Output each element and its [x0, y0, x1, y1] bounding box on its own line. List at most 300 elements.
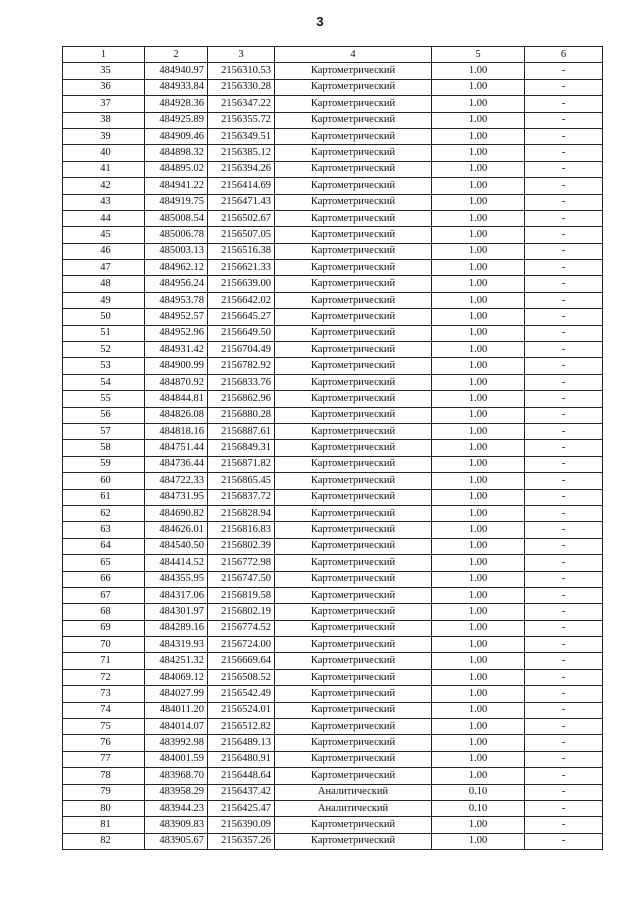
- note-cell: -: [525, 555, 603, 571]
- table-row: [63, 800, 603, 816]
- x-coordinate-cell: 484818.16: [145, 423, 208, 439]
- table-row: [63, 96, 603, 112]
- note-cell: -: [525, 784, 603, 800]
- x-coordinate-cell: 483958.29: [145, 784, 208, 800]
- point-number-cell: 62: [63, 505, 145, 521]
- note-cell: -: [525, 719, 603, 735]
- method-cell: Картометрический: [275, 833, 432, 849]
- method-cell: Картометрический: [275, 145, 432, 161]
- x-coordinate-cell: 484925.89: [145, 112, 208, 128]
- point-number-cell: 50: [63, 309, 145, 325]
- point-number-cell: 64: [63, 538, 145, 554]
- x-coordinate-cell: 484301.97: [145, 604, 208, 620]
- accuracy-cell: 1.00: [432, 358, 525, 374]
- x-coordinate-cell: 484933.84: [145, 79, 208, 95]
- method-cell: Картометрический: [275, 555, 432, 571]
- accuracy-cell: 1.00: [432, 505, 525, 521]
- method-cell: Картометрический: [275, 473, 432, 489]
- point-number-cell: 48: [63, 276, 145, 292]
- note-cell: -: [525, 358, 603, 374]
- note-cell: -: [525, 161, 603, 177]
- x-coordinate-cell: 484001.59: [145, 751, 208, 767]
- method-cell: Картометрический: [275, 227, 432, 243]
- note-cell: -: [525, 178, 603, 194]
- y-coordinate-cell: 2156871.82: [208, 456, 275, 472]
- x-coordinate-cell: 484900.99: [145, 358, 208, 374]
- note-cell: -: [525, 309, 603, 325]
- point-number-cell: 67: [63, 587, 145, 603]
- x-coordinate-cell: 485003.13: [145, 243, 208, 259]
- table-row: [63, 63, 603, 79]
- note-cell: -: [525, 112, 603, 128]
- point-number-cell: 76: [63, 735, 145, 751]
- table-row: [63, 833, 603, 849]
- y-coordinate-cell: 2156772.98: [208, 555, 275, 571]
- x-coordinate-cell: 483968.70: [145, 768, 208, 784]
- table-row: [63, 489, 603, 505]
- note-cell: -: [525, 653, 603, 669]
- method-cell: Картометрический: [275, 702, 432, 718]
- method-cell: Картометрический: [275, 358, 432, 374]
- point-number-cell: 55: [63, 391, 145, 407]
- method-cell: Картометрический: [275, 538, 432, 554]
- method-cell: Картометрический: [275, 751, 432, 767]
- accuracy-cell: 1.00: [432, 833, 525, 849]
- table-row: [63, 768, 603, 784]
- method-cell: Картометрический: [275, 768, 432, 784]
- note-cell: -: [525, 702, 603, 718]
- x-coordinate-cell: 484956.24: [145, 276, 208, 292]
- y-coordinate-cell: 2156837.72: [208, 489, 275, 505]
- point-number-cell: 57: [63, 423, 145, 439]
- note-cell: -: [525, 587, 603, 603]
- method-cell: Картометрический: [275, 637, 432, 653]
- table-row: [63, 161, 603, 177]
- table-row: [63, 145, 603, 161]
- method-cell: Картометрический: [275, 686, 432, 702]
- y-coordinate-cell: 2156724.00: [208, 637, 275, 653]
- y-coordinate-cell: 2156669.64: [208, 653, 275, 669]
- header-cell-6: 6: [525, 47, 603, 63]
- accuracy-cell: 1.00: [432, 489, 525, 505]
- accuracy-cell: 1.00: [432, 210, 525, 226]
- note-cell: -: [525, 735, 603, 751]
- x-coordinate-cell: 484736.44: [145, 456, 208, 472]
- y-coordinate-cell: 2156642.02: [208, 292, 275, 308]
- y-coordinate-cell: 2156524.01: [208, 702, 275, 718]
- y-coordinate-cell: 2156862.96: [208, 391, 275, 407]
- y-coordinate-cell: 2156489.13: [208, 735, 275, 751]
- method-cell: Картометрический: [275, 620, 432, 636]
- point-number-cell: 66: [63, 571, 145, 587]
- table-row: [63, 653, 603, 669]
- note-cell: -: [525, 342, 603, 358]
- accuracy-cell: 1.00: [432, 342, 525, 358]
- point-number-cell: 47: [63, 260, 145, 276]
- point-number-cell: 51: [63, 325, 145, 341]
- note-cell: -: [525, 604, 603, 620]
- note-cell: -: [525, 456, 603, 472]
- x-coordinate-cell: 484952.96: [145, 325, 208, 341]
- method-cell: Картометрический: [275, 178, 432, 194]
- point-number-cell: 73: [63, 686, 145, 702]
- method-cell: Картометрический: [275, 243, 432, 259]
- table-row: [63, 407, 603, 423]
- header-row: [63, 47, 603, 63]
- table-row: [63, 456, 603, 472]
- note-cell: -: [525, 571, 603, 587]
- x-coordinate-cell: 484027.99: [145, 686, 208, 702]
- note-cell: -: [525, 292, 603, 308]
- method-cell: Картометрический: [275, 571, 432, 587]
- y-coordinate-cell: 2156357.26: [208, 833, 275, 849]
- y-coordinate-cell: 2156645.27: [208, 309, 275, 325]
- accuracy-cell: 1.00: [432, 260, 525, 276]
- header-cell-2: 2: [145, 47, 208, 63]
- x-coordinate-cell: 484895.02: [145, 161, 208, 177]
- point-number-cell: 78: [63, 768, 145, 784]
- point-number-cell: 80: [63, 800, 145, 816]
- x-coordinate-cell: 484826.08: [145, 407, 208, 423]
- accuracy-cell: 1.00: [432, 669, 525, 685]
- method-cell: Картометрический: [275, 489, 432, 505]
- x-coordinate-cell: 484844.81: [145, 391, 208, 407]
- point-number-cell: 61: [63, 489, 145, 505]
- table-row: [63, 751, 603, 767]
- table-row: [63, 620, 603, 636]
- table-row: [63, 719, 603, 735]
- y-coordinate-cell: 2156639.00: [208, 276, 275, 292]
- note-cell: -: [525, 686, 603, 702]
- point-number-cell: 58: [63, 440, 145, 456]
- point-number-cell: 49: [63, 292, 145, 308]
- accuracy-cell: 1.00: [432, 620, 525, 636]
- accuracy-cell: 1.00: [432, 571, 525, 587]
- accuracy-cell: 1.00: [432, 702, 525, 718]
- y-coordinate-cell: 2156802.19: [208, 604, 275, 620]
- method-cell: Картометрический: [275, 79, 432, 95]
- method-cell: Картометрический: [275, 505, 432, 521]
- point-number-cell: 79: [63, 784, 145, 800]
- y-coordinate-cell: 2156390.09: [208, 817, 275, 833]
- table-row: [63, 391, 603, 407]
- note-cell: -: [525, 768, 603, 784]
- table-row: [63, 505, 603, 521]
- page-number: 3: [316, 14, 324, 29]
- accuracy-cell: 1.00: [432, 292, 525, 308]
- point-number-cell: 72: [63, 669, 145, 685]
- y-coordinate-cell: 2156833.76: [208, 374, 275, 390]
- point-number-cell: 59: [63, 456, 145, 472]
- table-row: [63, 587, 603, 603]
- note-cell: -: [525, 128, 603, 144]
- method-cell: Картометрический: [275, 374, 432, 390]
- note-cell: -: [525, 473, 603, 489]
- method-cell: Картометрический: [275, 440, 432, 456]
- accuracy-cell: 1.00: [432, 145, 525, 161]
- y-coordinate-cell: 2156816.83: [208, 522, 275, 538]
- note-cell: -: [525, 423, 603, 439]
- table-row: [63, 440, 603, 456]
- y-coordinate-cell: 2156880.28: [208, 407, 275, 423]
- point-number-cell: 37: [63, 96, 145, 112]
- accuracy-cell: 0.10: [432, 784, 525, 800]
- x-coordinate-cell: 483905.67: [145, 833, 208, 849]
- note-cell: -: [525, 620, 603, 636]
- note-cell: -: [525, 522, 603, 538]
- accuracy-cell: 1.00: [432, 473, 525, 489]
- accuracy-cell: 1.00: [432, 587, 525, 603]
- method-cell: Картометрический: [275, 161, 432, 177]
- table-row: [63, 178, 603, 194]
- y-coordinate-cell: 2156437.42: [208, 784, 275, 800]
- y-coordinate-cell: 2156448.64: [208, 768, 275, 784]
- point-number-cell: 53: [63, 358, 145, 374]
- point-number-cell: 56: [63, 407, 145, 423]
- y-coordinate-cell: 2156849.31: [208, 440, 275, 456]
- method-cell: Картометрический: [275, 522, 432, 538]
- y-coordinate-cell: 2156512.82: [208, 719, 275, 735]
- note-cell: -: [525, 276, 603, 292]
- y-coordinate-cell: 2156347.22: [208, 96, 275, 112]
- point-number-cell: 75: [63, 719, 145, 735]
- x-coordinate-cell: 484317.06: [145, 587, 208, 603]
- x-coordinate-cell: 484540.50: [145, 538, 208, 554]
- x-coordinate-cell: 484731.95: [145, 489, 208, 505]
- accuracy-cell: 1.00: [432, 653, 525, 669]
- y-coordinate-cell: 2156774.52: [208, 620, 275, 636]
- y-coordinate-cell: 2156828.94: [208, 505, 275, 521]
- method-cell: Картометрический: [275, 423, 432, 439]
- table-row: [63, 358, 603, 374]
- method-cell: Картометрический: [275, 260, 432, 276]
- accuracy-cell: 1.00: [432, 407, 525, 423]
- method-cell: Аналитический: [275, 784, 432, 800]
- note-cell: -: [525, 833, 603, 849]
- y-coordinate-cell: 2156508.52: [208, 669, 275, 685]
- y-coordinate-cell: 2156704.49: [208, 342, 275, 358]
- table-row: [63, 571, 603, 587]
- method-cell: Картометрический: [275, 96, 432, 112]
- point-number-cell: 46: [63, 243, 145, 259]
- table-row: [63, 735, 603, 751]
- point-number-cell: 39: [63, 128, 145, 144]
- accuracy-cell: 1.00: [432, 79, 525, 95]
- accuracy-cell: 1.00: [432, 735, 525, 751]
- method-cell: Картометрический: [275, 669, 432, 685]
- x-coordinate-cell: 484319.93: [145, 637, 208, 653]
- x-coordinate-cell: 484289.16: [145, 620, 208, 636]
- x-coordinate-cell: 484941.22: [145, 178, 208, 194]
- method-cell: Картометрический: [275, 719, 432, 735]
- y-coordinate-cell: 2156782.92: [208, 358, 275, 374]
- accuracy-cell: 1.00: [432, 243, 525, 259]
- y-coordinate-cell: 2156502.67: [208, 210, 275, 226]
- x-coordinate-cell: 484870.92: [145, 374, 208, 390]
- point-number-cell: 63: [63, 522, 145, 538]
- table-row: [63, 817, 603, 833]
- y-coordinate-cell: 2156480.91: [208, 751, 275, 767]
- x-coordinate-cell: 484751.44: [145, 440, 208, 456]
- note-cell: -: [525, 538, 603, 554]
- x-coordinate-cell: 484355.95: [145, 571, 208, 587]
- accuracy-cell: 1.00: [432, 522, 525, 538]
- table-row: [63, 194, 603, 210]
- x-coordinate-cell: 483909.83: [145, 817, 208, 833]
- table-row: [63, 423, 603, 439]
- method-cell: Аналитический: [275, 800, 432, 816]
- y-coordinate-cell: 2156621.33: [208, 260, 275, 276]
- x-coordinate-cell: 484909.46: [145, 128, 208, 144]
- point-number-cell: 77: [63, 751, 145, 767]
- note-cell: -: [525, 391, 603, 407]
- method-cell: Картометрический: [275, 735, 432, 751]
- table-row: [63, 292, 603, 308]
- x-coordinate-cell: 483944.23: [145, 800, 208, 816]
- note-cell: -: [525, 96, 603, 112]
- point-number-cell: 82: [63, 833, 145, 849]
- method-cell: Картометрический: [275, 342, 432, 358]
- y-coordinate-cell: 2156819.58: [208, 587, 275, 603]
- method-cell: Картометрический: [275, 309, 432, 325]
- table-row: [63, 538, 603, 554]
- accuracy-cell: 1.00: [432, 194, 525, 210]
- table-row: [63, 210, 603, 226]
- x-coordinate-cell: 484690.82: [145, 505, 208, 521]
- y-coordinate-cell: 2156887.61: [208, 423, 275, 439]
- table-row: [63, 686, 603, 702]
- point-number-cell: 44: [63, 210, 145, 226]
- method-cell: Картометрический: [275, 604, 432, 620]
- accuracy-cell: 0.10: [432, 800, 525, 816]
- point-number-cell: 69: [63, 620, 145, 636]
- y-coordinate-cell: 2156649.50: [208, 325, 275, 341]
- x-coordinate-cell: 484898.32: [145, 145, 208, 161]
- table-row: [63, 374, 603, 390]
- point-number-cell: 71: [63, 653, 145, 669]
- note-cell: -: [525, 374, 603, 390]
- y-coordinate-cell: 2156802.39: [208, 538, 275, 554]
- table-row: [63, 325, 603, 341]
- y-coordinate-cell: 2156542.49: [208, 686, 275, 702]
- x-coordinate-cell: 484626.01: [145, 522, 208, 538]
- method-cell: Картометрический: [275, 587, 432, 603]
- point-number-cell: 41: [63, 161, 145, 177]
- table-row: [63, 227, 603, 243]
- header-cell-4: 4: [275, 47, 432, 63]
- table-row: [63, 260, 603, 276]
- x-coordinate-cell: 484014.07: [145, 719, 208, 735]
- accuracy-cell: 1.00: [432, 96, 525, 112]
- accuracy-cell: 1.00: [432, 374, 525, 390]
- point-number-cell: 35: [63, 63, 145, 79]
- method-cell: Картометрический: [275, 391, 432, 407]
- note-cell: -: [525, 817, 603, 833]
- header-cell-3: 3: [208, 47, 275, 63]
- x-coordinate-cell: 484928.36: [145, 96, 208, 112]
- accuracy-cell: 1.00: [432, 719, 525, 735]
- accuracy-cell: 1.00: [432, 325, 525, 341]
- point-number-cell: 65: [63, 555, 145, 571]
- table-row: [63, 309, 603, 325]
- table-row: [63, 784, 603, 800]
- note-cell: -: [525, 800, 603, 816]
- y-coordinate-cell: 2156471.43: [208, 194, 275, 210]
- point-number-cell: 36: [63, 79, 145, 95]
- y-coordinate-cell: 2156414.69: [208, 178, 275, 194]
- accuracy-cell: 1.00: [432, 456, 525, 472]
- coordinates-table: [62, 46, 603, 850]
- accuracy-cell: 1.00: [432, 751, 525, 767]
- table-row: [63, 604, 603, 620]
- table-row: [63, 128, 603, 144]
- point-number-cell: 38: [63, 112, 145, 128]
- point-number-cell: 43: [63, 194, 145, 210]
- y-coordinate-cell: 2156516.38: [208, 243, 275, 259]
- table-row: [63, 342, 603, 358]
- table-row: [63, 637, 603, 653]
- x-coordinate-cell: 484952.57: [145, 309, 208, 325]
- note-cell: -: [525, 489, 603, 505]
- x-coordinate-cell: 483992.98: [145, 735, 208, 751]
- accuracy-cell: 1.00: [432, 768, 525, 784]
- method-cell: Картометрический: [275, 817, 432, 833]
- table-body: [63, 63, 603, 850]
- note-cell: -: [525, 637, 603, 653]
- y-coordinate-cell: 2156865.45: [208, 473, 275, 489]
- x-coordinate-cell: 484962.12: [145, 260, 208, 276]
- method-cell: Картометрический: [275, 456, 432, 472]
- y-coordinate-cell: 2156310.53: [208, 63, 275, 79]
- point-number-cell: 45: [63, 227, 145, 243]
- accuracy-cell: 1.00: [432, 63, 525, 79]
- note-cell: -: [525, 260, 603, 276]
- x-coordinate-cell: 484722.33: [145, 473, 208, 489]
- table-row: [63, 669, 603, 685]
- point-number-cell: 70: [63, 637, 145, 653]
- method-cell: Картометрический: [275, 210, 432, 226]
- y-coordinate-cell: 2156747.50: [208, 571, 275, 587]
- y-coordinate-cell: 2156385.12: [208, 145, 275, 161]
- point-number-cell: 74: [63, 702, 145, 718]
- method-cell: Картометрический: [275, 653, 432, 669]
- accuracy-cell: 1.00: [432, 178, 525, 194]
- method-cell: Картометрический: [275, 128, 432, 144]
- accuracy-cell: 1.00: [432, 112, 525, 128]
- accuracy-cell: 1.00: [432, 637, 525, 653]
- x-coordinate-cell: 485008.54: [145, 210, 208, 226]
- accuracy-cell: 1.00: [432, 686, 525, 702]
- accuracy-cell: 1.00: [432, 604, 525, 620]
- accuracy-cell: 1.00: [432, 817, 525, 833]
- y-coordinate-cell: 2156330.28: [208, 79, 275, 95]
- note-cell: -: [525, 669, 603, 685]
- x-coordinate-cell: 484251.32: [145, 653, 208, 669]
- note-cell: -: [525, 194, 603, 210]
- x-coordinate-cell: 484940.97: [145, 63, 208, 79]
- header-cell-5: 5: [432, 47, 525, 63]
- y-coordinate-cell: 2156394.26: [208, 161, 275, 177]
- method-cell: Картометрический: [275, 112, 432, 128]
- note-cell: -: [525, 325, 603, 341]
- point-number-cell: 54: [63, 374, 145, 390]
- note-cell: -: [525, 63, 603, 79]
- note-cell: -: [525, 407, 603, 423]
- accuracy-cell: 1.00: [432, 227, 525, 243]
- point-number-cell: 68: [63, 604, 145, 620]
- point-number-cell: 52: [63, 342, 145, 358]
- y-coordinate-cell: 2156355.72: [208, 112, 275, 128]
